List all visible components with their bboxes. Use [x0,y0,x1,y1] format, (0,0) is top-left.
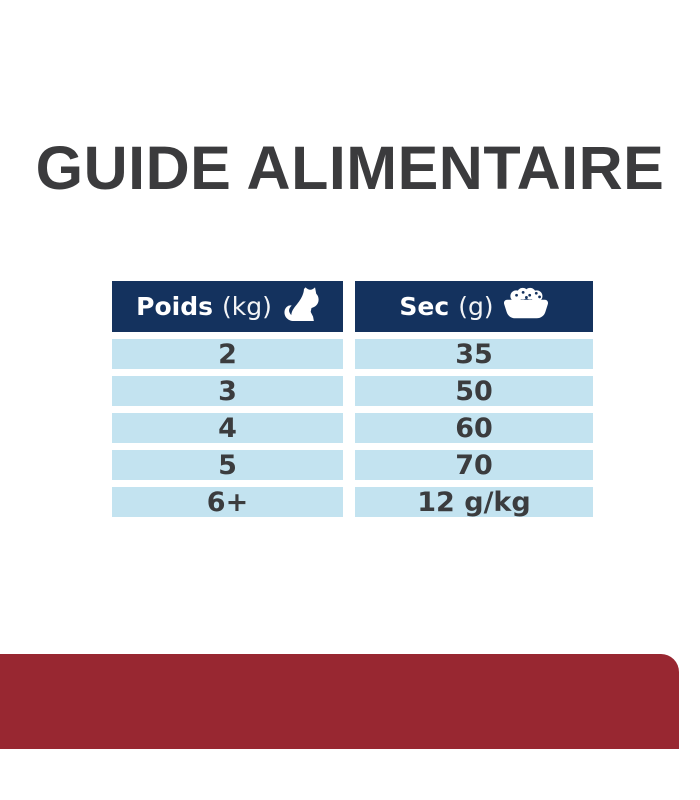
amount-cell: 70 [355,450,593,480]
food-bowl-icon [503,287,549,326]
sec-label: Sec [399,292,450,321]
amount-cell: 60 [355,413,593,443]
feeding-table [112,281,593,517]
weight-cell: 3 [112,376,343,406]
red-accent-band [0,654,679,749]
cat-icon [281,284,319,330]
col-header-poids [112,281,343,332]
page-title: GUIDE ALIMENTAIRE [35,133,665,202]
col-header-sec [355,281,593,332]
sec-unit-label: (g) [458,292,494,321]
weight-cell: 5 [112,450,343,480]
weight-cell: 6+ [112,487,343,517]
weight-cell: 2 [112,339,343,369]
poids-unit-label: (kg) [221,292,272,321]
weight-cell: 4 [112,413,343,443]
amount-cell: 35 [355,339,593,369]
amount-cell: 50 [355,376,593,406]
poids-label: Poids [136,292,213,321]
amount-cell: 12 g/kg [355,487,593,517]
